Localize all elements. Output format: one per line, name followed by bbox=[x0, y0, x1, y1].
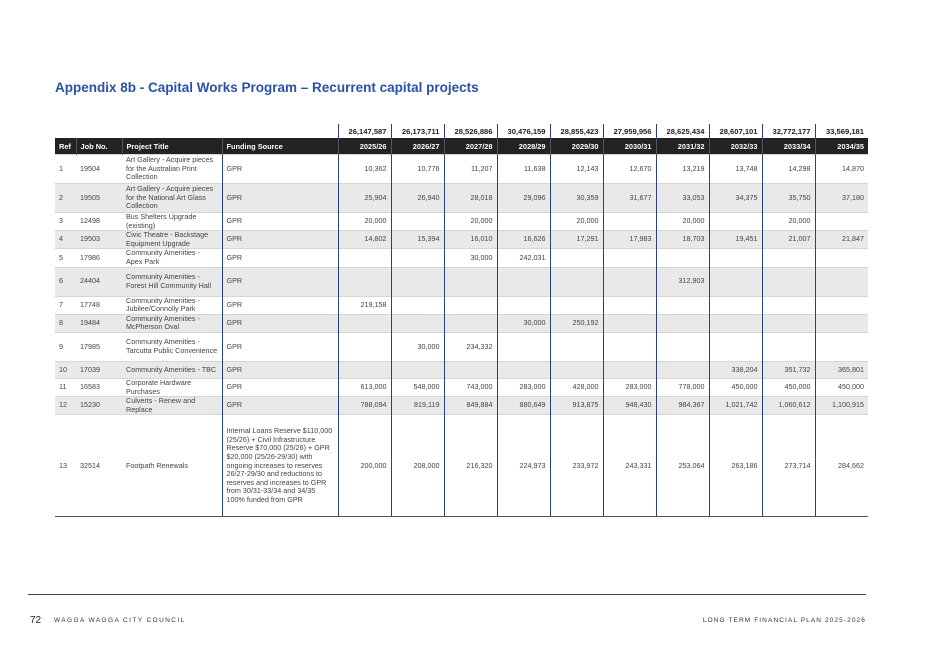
row-year-value: 428,000 bbox=[550, 378, 603, 396]
row-year-value: 450,000 bbox=[709, 378, 762, 396]
row-year-value bbox=[497, 213, 550, 231]
row-project-title: Civic Theatre - Backstage Equipment Upgrade bbox=[122, 231, 222, 249]
total-2034-35: 33,569,181 bbox=[815, 124, 868, 138]
row-year-value: 10,776 bbox=[391, 155, 444, 184]
row-year-value: 11,207 bbox=[444, 155, 497, 184]
row-year-value: 284,662 bbox=[815, 415, 868, 517]
row-year-value: 19,451 bbox=[709, 231, 762, 249]
row-year-value bbox=[656, 332, 709, 361]
table-row bbox=[55, 397, 868, 415]
row-year-value bbox=[391, 361, 444, 378]
row-project-title: Culverts - Renew and Replace bbox=[122, 397, 222, 415]
row-year-value: 31,677 bbox=[603, 184, 656, 213]
row-year-value: 17,983 bbox=[603, 231, 656, 249]
row-year-value bbox=[497, 267, 550, 296]
header-year: 2031/32 bbox=[656, 138, 709, 155]
row-year-value bbox=[550, 296, 603, 314]
total-2032-33: 28,607,101 bbox=[709, 124, 762, 138]
header-year: 2027/28 bbox=[444, 138, 497, 155]
row-ref: 10 bbox=[55, 361, 76, 378]
row-year-value: 12,670 bbox=[603, 155, 656, 184]
row-year-value bbox=[656, 314, 709, 332]
row-year-value bbox=[391, 314, 444, 332]
row-year-value: 18,703 bbox=[656, 231, 709, 249]
row-year-value bbox=[603, 361, 656, 378]
row-year-value: 25,904 bbox=[338, 184, 391, 213]
table-row bbox=[55, 249, 868, 267]
row-year-value: 224,973 bbox=[497, 415, 550, 517]
row-funding-source: Internal Loans Reserve $110,000 (25/26) + Civil Infrastructure Reserve $70,000 (25/26) + GPR $20,000 (25/26-29/30) with ongoing increases to reserves 26/27-29/30 and reductions to reserves and increases to GPR from 30/31-33/34 and 34/35 100% funded from GPR bbox=[222, 415, 338, 517]
row-year-value bbox=[815, 267, 868, 296]
row-year-value: 14,298 bbox=[762, 155, 815, 184]
row-year-value bbox=[709, 314, 762, 332]
totals-row bbox=[55, 124, 868, 138]
row-ref: 1 bbox=[55, 155, 76, 184]
capital-works-table bbox=[55, 124, 868, 517]
row-year-value: 1,100,915 bbox=[815, 397, 868, 415]
row-job-no: 19484 bbox=[76, 314, 122, 332]
row-year-value bbox=[815, 213, 868, 231]
header-year: 2034/35 bbox=[815, 138, 868, 155]
row-year-value bbox=[603, 296, 656, 314]
row-ref: 2 bbox=[55, 184, 76, 213]
row-year-value: 849,884 bbox=[444, 397, 497, 415]
row-funding-source: GPR bbox=[222, 296, 338, 314]
total-2033-34: 32,772,177 bbox=[762, 124, 815, 138]
row-year-value: 12,143 bbox=[550, 155, 603, 184]
row-ref: 11 bbox=[55, 378, 76, 396]
table-body bbox=[55, 155, 868, 517]
row-year-value: 880,649 bbox=[497, 397, 550, 415]
row-year-value: 613,000 bbox=[338, 378, 391, 396]
row-year-value bbox=[815, 249, 868, 267]
table-row bbox=[55, 155, 868, 184]
total-2030-31: 27,959,956 bbox=[603, 124, 656, 138]
row-year-value bbox=[709, 332, 762, 361]
row-year-value bbox=[497, 296, 550, 314]
total-2026-27: 26,173,711 bbox=[391, 124, 444, 138]
row-funding-source: GPR bbox=[222, 314, 338, 332]
row-year-value: 283,000 bbox=[603, 378, 656, 396]
row-year-value: 450,000 bbox=[815, 378, 868, 396]
row-project-title: Art Gallery - Acquire pieces for the National Art Glass Collection bbox=[122, 184, 222, 213]
row-year-value: 13,748 bbox=[709, 155, 762, 184]
row-year-value: 16,010 bbox=[444, 231, 497, 249]
page-number: 72 bbox=[30, 615, 42, 626]
row-year-value: 21,007 bbox=[762, 231, 815, 249]
council-name: WAGGA WAGGA CITY COUNCIL bbox=[54, 617, 186, 624]
table-row bbox=[55, 378, 868, 396]
row-year-value bbox=[338, 267, 391, 296]
table-row bbox=[55, 314, 868, 332]
table-row bbox=[55, 415, 868, 517]
row-funding-source: GPR bbox=[222, 155, 338, 184]
row-year-value: 30,000 bbox=[391, 332, 444, 361]
row-year-value: 16,626 bbox=[497, 231, 550, 249]
row-ref: 8 bbox=[55, 314, 76, 332]
row-year-value bbox=[709, 296, 762, 314]
table-row bbox=[55, 361, 868, 378]
row-year-value: 338,204 bbox=[709, 361, 762, 378]
row-year-value: 743,000 bbox=[444, 378, 497, 396]
row-project-title: Community Amenities - McPherson Oval bbox=[122, 314, 222, 332]
row-ref: 4 bbox=[55, 231, 76, 249]
row-year-value: 20,000 bbox=[762, 213, 815, 231]
table-row bbox=[55, 231, 868, 249]
row-year-value: 312,903 bbox=[656, 267, 709, 296]
row-funding-source: GPR bbox=[222, 231, 338, 249]
row-ref: 12 bbox=[55, 397, 76, 415]
table-row bbox=[55, 267, 868, 296]
row-year-value bbox=[762, 296, 815, 314]
row-year-value: 283,000 bbox=[497, 378, 550, 396]
table-row bbox=[55, 213, 868, 231]
row-year-value bbox=[497, 332, 550, 361]
row-year-value bbox=[338, 332, 391, 361]
row-year-value bbox=[762, 332, 815, 361]
row-funding-source: GPR bbox=[222, 378, 338, 396]
row-year-value: 216,320 bbox=[444, 415, 497, 517]
row-ref: 5 bbox=[55, 249, 76, 267]
row-year-value: 200,000 bbox=[338, 415, 391, 517]
footer-divider bbox=[28, 594, 866, 595]
row-year-value: 35,750 bbox=[762, 184, 815, 213]
row-job-no: 19505 bbox=[76, 184, 122, 213]
row-year-value: 33,053 bbox=[656, 184, 709, 213]
row-year-value: 242,031 bbox=[497, 249, 550, 267]
header-ref: Ref bbox=[55, 138, 76, 155]
row-year-value bbox=[603, 213, 656, 231]
row-year-value bbox=[709, 249, 762, 267]
row-year-value bbox=[709, 213, 762, 231]
row-project-title: Community Amenities - Forest Hill Community Hall bbox=[122, 267, 222, 296]
row-year-value: 788,094 bbox=[338, 397, 391, 415]
row-year-value: 14,870 bbox=[815, 155, 868, 184]
row-ref: 6 bbox=[55, 267, 76, 296]
row-job-no: 17985 bbox=[76, 332, 122, 361]
row-year-value bbox=[391, 249, 444, 267]
row-year-value bbox=[762, 249, 815, 267]
row-year-value: 219,158 bbox=[338, 296, 391, 314]
row-year-value bbox=[444, 267, 497, 296]
row-year-value: 1,021,742 bbox=[709, 397, 762, 415]
row-funding-source: GPR bbox=[222, 397, 338, 415]
row-year-value: 208,000 bbox=[391, 415, 444, 517]
row-year-value bbox=[603, 314, 656, 332]
table-row bbox=[55, 296, 868, 314]
row-job-no: 24404 bbox=[76, 267, 122, 296]
header-year: 2032/33 bbox=[709, 138, 762, 155]
header-year: 2030/31 bbox=[603, 138, 656, 155]
row-year-value bbox=[656, 361, 709, 378]
row-year-value bbox=[391, 213, 444, 231]
row-year-value: 11,638 bbox=[497, 155, 550, 184]
row-year-value bbox=[497, 361, 550, 378]
row-year-value: 37,180 bbox=[815, 184, 868, 213]
row-year-value: 21,847 bbox=[815, 231, 868, 249]
row-year-value bbox=[550, 332, 603, 361]
row-year-value: 234,332 bbox=[444, 332, 497, 361]
row-year-value: 548,000 bbox=[391, 378, 444, 396]
row-year-value: 20,000 bbox=[550, 213, 603, 231]
row-ref: 13 bbox=[55, 415, 76, 517]
row-year-value bbox=[762, 267, 815, 296]
row-year-value bbox=[391, 296, 444, 314]
row-year-value: 10,362 bbox=[338, 155, 391, 184]
row-year-value: 34,375 bbox=[709, 184, 762, 213]
row-job-no: 17986 bbox=[76, 249, 122, 267]
row-year-value bbox=[338, 249, 391, 267]
row-funding-source: GPR bbox=[222, 361, 338, 378]
row-ref: 3 bbox=[55, 213, 76, 231]
row-project-title: Community Amenities - Apex Park bbox=[122, 249, 222, 267]
row-project-title: Footpath Renewals bbox=[122, 415, 222, 517]
row-ref: 7 bbox=[55, 296, 76, 314]
row-year-value bbox=[656, 296, 709, 314]
row-year-value: 30,000 bbox=[497, 314, 550, 332]
row-year-value: 948,430 bbox=[603, 397, 656, 415]
header-funding-source: Funding Source bbox=[222, 138, 338, 155]
header-year: 2033/34 bbox=[762, 138, 815, 155]
header-year: 2028/29 bbox=[497, 138, 550, 155]
row-job-no: 17748 bbox=[76, 296, 122, 314]
total-2031-32: 28,625,434 bbox=[656, 124, 709, 138]
header-year: 2025/26 bbox=[338, 138, 391, 155]
row-job-no: 19504 bbox=[76, 155, 122, 184]
page-title: Appendix 8b - Capital Works Program – Recurrent capital projects bbox=[55, 80, 479, 95]
row-year-value bbox=[338, 361, 391, 378]
row-job-no: 16583 bbox=[76, 378, 122, 396]
row-year-value: 29,096 bbox=[497, 184, 550, 213]
row-year-value: 17,291 bbox=[550, 231, 603, 249]
header-year: 2026/27 bbox=[391, 138, 444, 155]
row-year-value: 26,940 bbox=[391, 184, 444, 213]
header-project-title: Project Title bbox=[122, 138, 222, 155]
row-funding-source: GPR bbox=[222, 249, 338, 267]
row-year-value: 15,394 bbox=[391, 231, 444, 249]
row-year-value: 253,064 bbox=[656, 415, 709, 517]
row-year-value: 30,000 bbox=[444, 249, 497, 267]
row-year-value: 273,714 bbox=[762, 415, 815, 517]
row-project-title: Art Gallery - Acquire pieces for the Australian Print Collection bbox=[122, 155, 222, 184]
row-year-value bbox=[550, 249, 603, 267]
row-year-value: 20,000 bbox=[444, 213, 497, 231]
row-year-value: 984,367 bbox=[656, 397, 709, 415]
row-year-value: 1,060,612 bbox=[762, 397, 815, 415]
row-year-value bbox=[444, 296, 497, 314]
row-funding-source: GPR bbox=[222, 332, 338, 361]
row-job-no: 19503 bbox=[76, 231, 122, 249]
row-year-value bbox=[550, 361, 603, 378]
header-job-no: Job No. bbox=[76, 138, 122, 155]
row-project-title: Community Amenities - TBC bbox=[122, 361, 222, 378]
row-funding-source: GPR bbox=[222, 184, 338, 213]
row-job-no: 12498 bbox=[76, 213, 122, 231]
row-year-value bbox=[762, 314, 815, 332]
row-job-no: 32514 bbox=[76, 415, 122, 517]
row-year-value bbox=[603, 249, 656, 267]
row-year-value: 14,802 bbox=[338, 231, 391, 249]
row-project-title: Community Amenities - Tarcutta Public Convenience bbox=[122, 332, 222, 361]
row-year-value bbox=[550, 267, 603, 296]
row-year-value: 263,186 bbox=[709, 415, 762, 517]
table-row bbox=[55, 332, 868, 361]
row-year-value bbox=[338, 314, 391, 332]
row-year-value: 365,801 bbox=[815, 361, 868, 378]
row-year-value: 28,018 bbox=[444, 184, 497, 213]
row-year-value bbox=[815, 314, 868, 332]
header-year: 2029/30 bbox=[550, 138, 603, 155]
row-year-value: 13,219 bbox=[656, 155, 709, 184]
row-project-title: Corporate Hardware Purchases bbox=[122, 378, 222, 396]
row-year-value: 20,000 bbox=[656, 213, 709, 231]
row-ref: 9 bbox=[55, 332, 76, 361]
row-year-value bbox=[815, 296, 868, 314]
row-year-value bbox=[603, 267, 656, 296]
row-year-value bbox=[391, 267, 444, 296]
row-year-value: 351,732 bbox=[762, 361, 815, 378]
document-name: LONG TERM FINANCIAL PLAN 2025-2026 bbox=[702, 617, 866, 624]
row-year-value bbox=[444, 361, 497, 378]
row-year-value: 778,000 bbox=[656, 378, 709, 396]
table-header bbox=[55, 138, 868, 155]
row-funding-source: GPR bbox=[222, 213, 338, 231]
row-year-value: 20,000 bbox=[338, 213, 391, 231]
row-year-value bbox=[815, 332, 868, 361]
row-year-value: 30,359 bbox=[550, 184, 603, 213]
total-2028-29: 30,476,159 bbox=[497, 124, 550, 138]
row-year-value: 450,000 bbox=[762, 378, 815, 396]
total-2029-30: 28,855,423 bbox=[550, 124, 603, 138]
row-job-no: 15230 bbox=[76, 397, 122, 415]
row-project-title: Bus Shelters Upgrade (existing) bbox=[122, 213, 222, 231]
row-year-value bbox=[656, 249, 709, 267]
row-year-value: 233,972 bbox=[550, 415, 603, 517]
row-year-value: 913,875 bbox=[550, 397, 603, 415]
row-job-no: 17039 bbox=[76, 361, 122, 378]
total-2025-26: 26,147,587 bbox=[338, 124, 391, 138]
row-year-value bbox=[444, 314, 497, 332]
row-year-value bbox=[709, 267, 762, 296]
row-year-value bbox=[603, 332, 656, 361]
row-funding-source: GPR bbox=[222, 267, 338, 296]
table-row bbox=[55, 184, 868, 213]
row-project-title: Community Amenities - Jubilee/Connolly Park bbox=[122, 296, 222, 314]
row-year-value: 819,119 bbox=[391, 397, 444, 415]
total-2027-28: 28,526,886 bbox=[444, 124, 497, 138]
row-year-value: 250,192 bbox=[550, 314, 603, 332]
row-year-value: 243,331 bbox=[603, 415, 656, 517]
